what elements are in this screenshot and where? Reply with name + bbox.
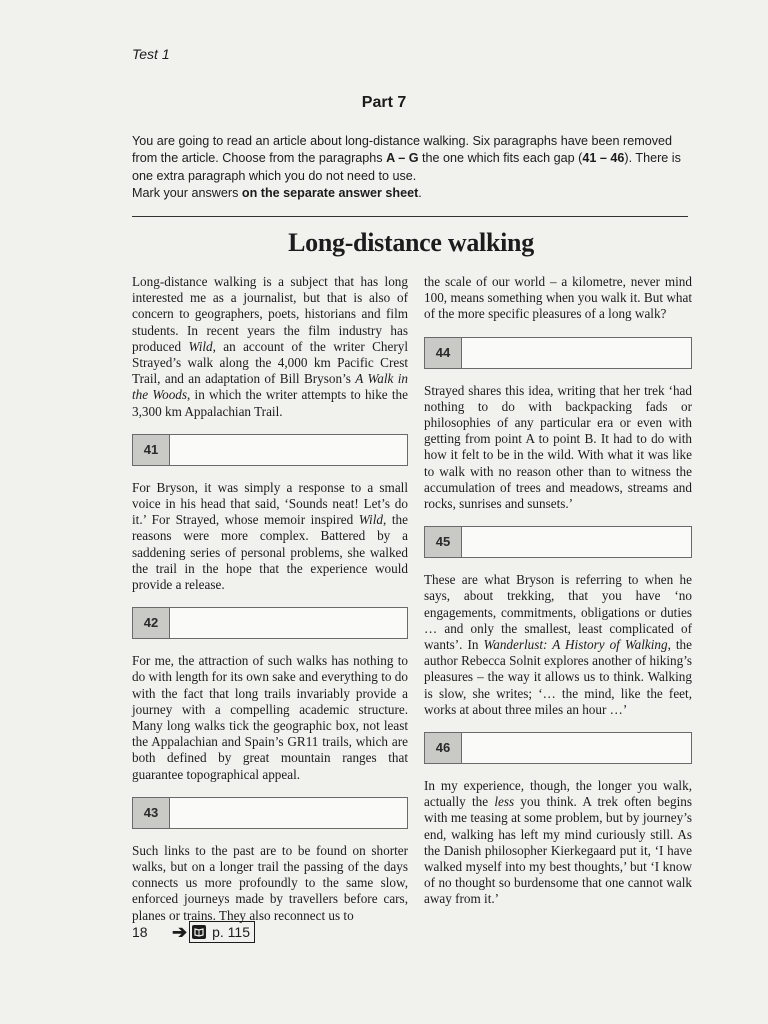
gap-number: 46 [425,733,462,763]
book-icon [192,925,206,939]
gap-43[interactable] [132,797,408,829]
gap-number: 43 [133,798,170,828]
part-title: Part 7 [361,94,407,111]
answer-space [170,608,407,638]
paragraph-3: For me, the attraction of such walks has nothing to do with length for its own sake and everything to do with the fact that long trails invariably provide a journey with a compelling academic structure. Many long walks tick the geographic box, not least the Appalachian and Spain’s GR11 trails, which are both defined by great mountain ranges that guarantee topographical appeal. [132,653,408,782]
divider [132,216,688,217]
gap-number: 41 [133,435,170,465]
answer-space [170,435,407,465]
article-column-left [132,274,408,924]
gap-number: 44 [425,338,462,368]
gap-number: 42 [133,608,170,638]
article-title: Long-distance walking [288,228,534,257]
gap-45[interactable] [424,526,692,558]
page-footer [132,920,255,944]
paragraph-2: For Bryson, it was simply a response to a small voice in his head that said, ‘Sounds neat! Let’s do it.’ For Strayed, whose memoir inspired Wild, the reasons were more complex. Battered by a saddening series of personal problems, she walked the trail in the hope that the experience would provide a release. [132,479,408,593]
paragraph-7: In my experience, though, the longer you walk, actually the less you think. A trek often begins with me teasing at some problem, but by journey’s end, walking has left my mind curiously still. As the Danish philosopher Kierkegaard put it, ‘I have walked myself into my best thoughts,’ but ‘I know of no thought so burdensome that one cannot walk away from it.’ [424,778,692,907]
gap-42[interactable] [132,607,408,639]
arrow-right-icon: ➔ [172,921,188,942]
answer-space [170,798,407,828]
running-header: Test 1 [132,46,170,62]
paragraph-5: Strayed shares this idea, writing that her trek ‘had nothing to do with backpacking fads or philosophies of any particular era or even with getting from point A to point B. It had to do with how it felt to be in the wild. With what it was like to walk with no reason other than to witness the accumulation of trees and meadows, streams and rocks, sunrises and sunsets.’ [424,382,692,512]
paragraph-6: These are what Bryson is referring to when he says, about trekking, that you have ‘no engagements, commitments, obligations or duties … and only the smallest, least complicated of wants’. In Wanderlust: A History of Walking, the author Rebecca Solnit explores another of hiking’s pleasures – the way it allows us to think. Walking is slow, she writes; ‘… the mind, like the feet, works at about three miles an hour …’ [424,572,692,717]
gap-46[interactable] [424,732,692,764]
article-column-right [424,274,692,908]
answer-space [462,527,691,557]
page-number: 18 [132,924,148,940]
paragraph-4-start: Such links to the past are to be found on shorter walks, but on a longer trail the passing of the days connects us more profoundly to the same slow, enforced journeys made by travellers before cars, planes or trains. They also reconnect us to [132,842,408,923]
paragraph-1: Long-distance walking is a subject that has long interested me as a journalist, but that is also of concern to geographers, poets, historians and film students. In recent years the film industry has produced Wild, an account of the writer Cheryl Strayed’s walk along the 4,000 km Pacific Crest Trail, and an adaptation of Bill Bryson’s A Walk in the Woods, in which the writer attempts to hike the 3,300 km Appalachian Trail. [132,274,408,419]
answer-space [462,338,691,368]
task-instructions: You are going to read an article about long-distance walking. Six paragraphs have been removed from the article. Choose from the paragraphs A – G the one which fits each gap (41 – 46). There is one extra paragraph which you do not need to use. Mark your answers on the separate answer sheet. [132,134,681,201]
gap-44[interactable] [424,337,692,369]
page-reference-link[interactable] [189,921,255,943]
paragraph-4-continued: the scale of our world – a kilometre, never mind 100, means something when you walk it. But what of the more specific pleasures of a long walk? [424,274,692,322]
answer-space [462,733,691,763]
gap-41[interactable] [132,434,408,466]
page-reference: p. 115 [212,924,250,940]
gap-number: 45 [425,527,462,557]
